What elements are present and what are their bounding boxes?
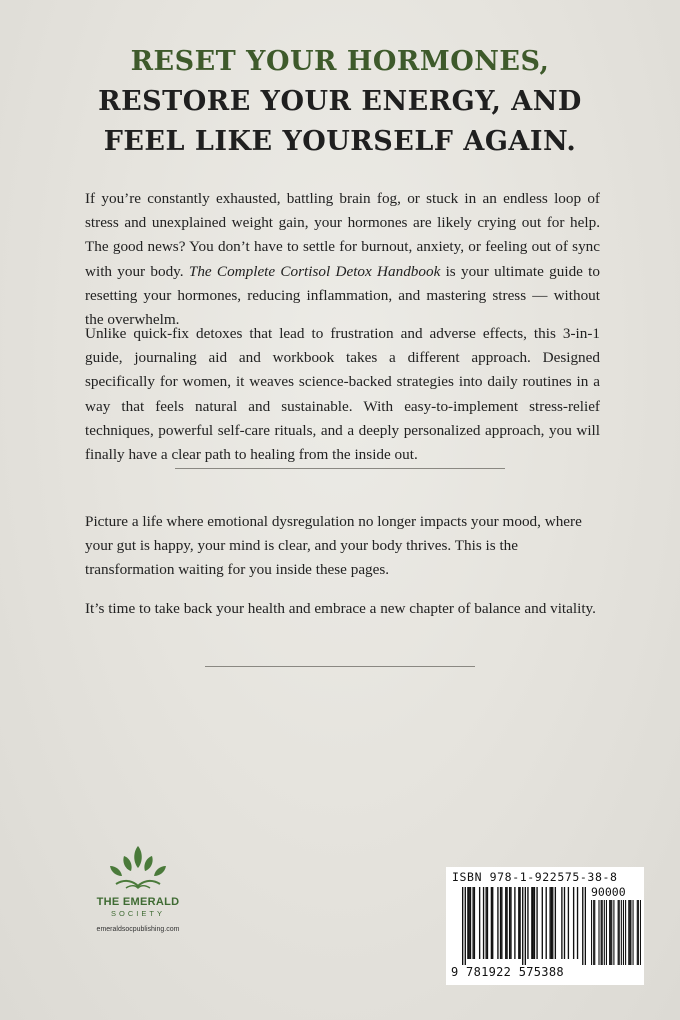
barcode-bar (467, 887, 468, 959)
publisher-name: THE EMERALD (96, 896, 180, 908)
lotus-leaves-icon (96, 840, 180, 894)
blurb-paragraph-3: Picture a life where emotional dysregulation no longer impacts your mood, where your gut is happy, your mind is clear, and your body thrives. This is the transformation waiting for you inside these pages. (85, 513, 582, 579)
blurb-paragraph-4: It’s time to take back your health and embrace a new chapter of balance and vitality. (85, 600, 596, 617)
headline (0, 42, 680, 162)
addon-bar (640, 900, 641, 965)
publisher-sub: SOCIETY (111, 909, 165, 918)
addon-bar (601, 900, 602, 965)
barcode-bar (510, 887, 511, 959)
addon-bar (637, 900, 638, 965)
barcode-bar (505, 887, 506, 959)
barcode-bar (555, 887, 556, 959)
divider-top (175, 468, 505, 469)
headline-line-3: FEEL LIKE YOURSELF AGAIN. (103, 126, 577, 157)
barcode-bar (527, 887, 528, 959)
barcode-bar (518, 887, 519, 959)
barcode-bar (561, 887, 562, 959)
addon-barcode-bars (591, 900, 641, 965)
barcode-bar (492, 887, 493, 959)
barcode-bar (469, 887, 470, 959)
addon-bar (618, 900, 619, 965)
blurb-paragraph-2: Unlike quick-fix detoxes that lead to frustration and adverse effects, this 3-in-1 guide, journaling aid and workbook takes a different approach. Designed specifically for women, it weaves science-backed strategies into daily routines in a way that feels natural and sustainable. With easy-to-implement stress-relief techniques, powerful self-care rituals, and a deeply personalized approach, you will finally have a clear path to healing from the inside out. (85, 325, 600, 464)
barcode-bar (531, 887, 532, 959)
addon-bar (591, 900, 592, 965)
addon-bar (623, 900, 624, 965)
barcode-bar (568, 887, 569, 959)
p1-text-after: is your ultimate guide to resetting your hormones, reducing inflammation, and mastering stress — without the overwhelm. (85, 262, 600, 329)
divider-bottom (205, 666, 475, 667)
addon-bar (629, 900, 630, 965)
barcode-bar (519, 887, 520, 959)
addon-bar (604, 900, 605, 965)
price-code: 90000 (591, 885, 626, 899)
addon-bar (593, 900, 594, 965)
addon-bar (613, 900, 614, 965)
addon-bar (628, 900, 629, 965)
book-title: The Complete Cortisol Detox Handbook (188, 262, 441, 280)
barcode-bar (509, 887, 510, 959)
barcode-bar (470, 887, 471, 959)
barcode-bar (564, 887, 565, 959)
barcode-digits: 9 781922 575388 (451, 965, 564, 979)
isbn-label: ISBN 978-1-922575-38-8 (452, 870, 618, 884)
barcode-bar (514, 887, 515, 959)
barcode-bar (542, 887, 543, 959)
barcode-bar (501, 887, 502, 959)
addon-bar (638, 900, 639, 965)
addon-bar (611, 900, 612, 965)
barcode-bar (491, 887, 492, 959)
publisher-logo (78, 840, 198, 933)
barcode-bar (573, 887, 574, 959)
barcode-bar (525, 887, 526, 965)
barcode-bar (487, 887, 488, 959)
blurb-paragraph-1 (85, 187, 600, 332)
barcode-bar (474, 887, 475, 959)
barcode-bar (465, 887, 466, 965)
addon-bar (609, 900, 610, 965)
barcode-bar (522, 887, 523, 965)
isbn-barcode (446, 867, 644, 985)
barcode-bar (500, 887, 501, 959)
addon-bar (625, 900, 626, 965)
barcode-bar (497, 887, 498, 959)
addon-bar (598, 900, 599, 965)
barcode-bar (546, 887, 547, 959)
addon-bar (630, 900, 631, 965)
barcode-bar (536, 887, 537, 959)
barcode-bar (483, 887, 484, 959)
addon-bar (594, 900, 595, 965)
headline-line-2: RESTORE YOUR ENERGY, AND (98, 86, 582, 117)
barcode-bar (472, 887, 473, 959)
barcode-bar (552, 887, 553, 959)
addon-bar (602, 900, 603, 965)
barcode-bar (551, 887, 552, 959)
addon-bar (606, 900, 607, 965)
barcode-bar (532, 887, 533, 959)
addon-bar (610, 900, 611, 965)
publisher-url: emeraldsocpublishing.com (96, 926, 180, 933)
addon-bar (632, 900, 633, 965)
barcode-bar (582, 887, 583, 965)
p1-text-before: If you’re constantly exhausted, battling brain fog, or stuck in an endless loop of stress and unexplained weight gain, your hormones are likely crying out for help. The good news? You don’t have to settle for burnout, anxiety, or feeling out of sync with your body. (85, 190, 600, 280)
barcode-bar (462, 887, 463, 965)
addon-bar (621, 900, 622, 965)
barcode-bar (479, 887, 480, 959)
barcode-bar (577, 887, 578, 959)
headline-line-1: RESET YOUR HORMONES, (130, 46, 550, 77)
barcode-bar (506, 887, 507, 959)
addon-bar (619, 900, 620, 965)
barcode-bar (585, 887, 586, 965)
ean13-barcode-bars (462, 887, 586, 965)
barcode-bar (534, 887, 535, 959)
barcode-bar (549, 887, 550, 959)
barcode-bar (485, 887, 486, 959)
